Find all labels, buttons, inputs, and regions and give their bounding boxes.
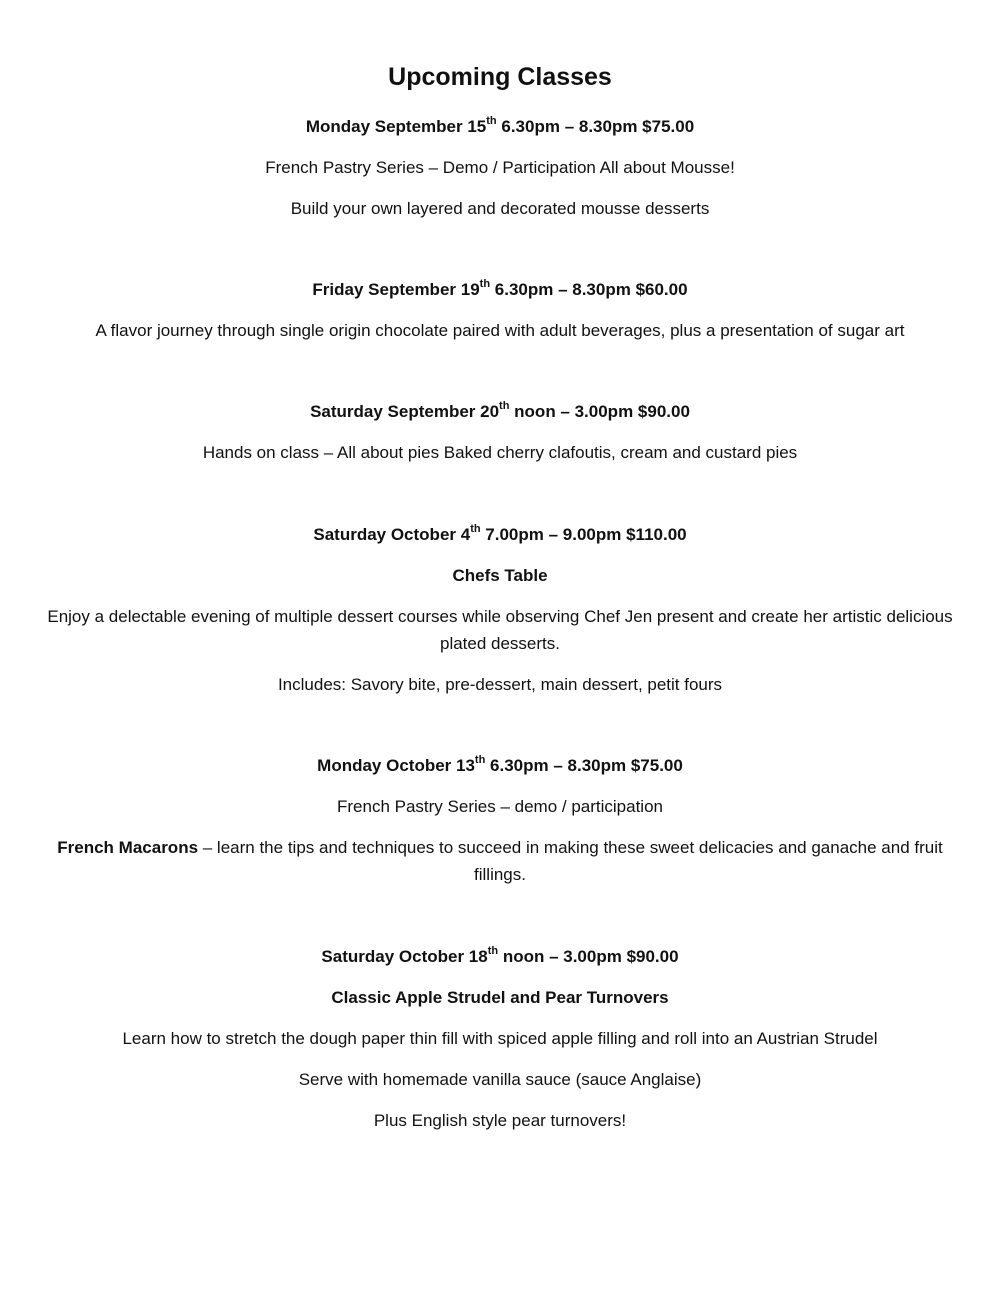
class-time-price: 6.30pm – 8.30pm $75.00 xyxy=(496,117,695,136)
class-description: Enjoy a delectable evening of multiple dessert courses while observing Chef Jen present and create her artistic delicious plated desserts. xyxy=(47,607,953,653)
class-time-price: noon – 3.00pm $90.00 xyxy=(509,402,690,421)
date-ordinal: th xyxy=(470,523,481,536)
class-date: Friday September 19 xyxy=(312,280,480,299)
class-heading xyxy=(40,398,960,425)
class-highlight-description xyxy=(40,834,960,888)
class-heading xyxy=(40,113,960,140)
page-title: Upcoming Classes xyxy=(388,63,612,91)
date-ordinal: th xyxy=(474,754,486,767)
class-subtitle: Classic Apple Strudel and Pear Turnovers xyxy=(331,988,669,1007)
class-time-price: noon – 3.00pm $90.00 xyxy=(498,947,679,966)
date-ordinal: th xyxy=(479,278,491,291)
class-description: A flavor journey through single origin chocolate paired with adult beverages, plus a presentation of sugar art xyxy=(95,321,905,340)
class-description: Includes: Savory bite, pre-dessert, main dessert, petit fours xyxy=(277,675,723,694)
class-time-price: 6.30pm – 8.30pm $75.00 xyxy=(485,756,683,775)
class-description: French Pastry Series – Demo / Participation All about Mousse! xyxy=(265,158,735,177)
class-heading xyxy=(40,276,960,303)
class-description: French Pastry Series – demo / participation xyxy=(337,797,663,816)
class-date: Monday September 15 xyxy=(305,117,487,136)
class-time-price: 7.00pm – 9.00pm $110.00 xyxy=(480,525,687,544)
date-ordinal: th xyxy=(486,115,497,128)
class-subtitle: Chefs Table xyxy=(452,566,548,585)
class-description: Plus English style pear turnovers! xyxy=(373,1111,627,1130)
class-date: Saturday October 4 xyxy=(313,525,471,544)
class-description: Hands on class – All about pies Baked cherry clafoutis, cream and custard pies xyxy=(202,443,798,462)
class-heading xyxy=(40,752,960,779)
class-heading xyxy=(40,521,960,548)
class-description: Serve with homemade vanilla sauce (sauce Anglaise) xyxy=(298,1070,702,1089)
class-description: Learn how to stretch the dough paper thin fill with spiced apple filling and roll into an Austrian Strudel xyxy=(122,1029,878,1048)
class-time-price: 6.30pm – 8.30pm $60.00 xyxy=(490,280,688,299)
class-highlight-text: – learn the tips and techniques to succeed in making these sweet delicacies and ganache and fruit fillings. xyxy=(198,838,943,884)
date-ordinal: th xyxy=(487,945,499,958)
class-date: Monday October 13 xyxy=(317,756,475,775)
class-description: Build your own layered and decorated mousse desserts xyxy=(290,199,710,218)
class-date: Saturday September 20 xyxy=(310,402,500,421)
class-heading xyxy=(40,943,960,970)
date-ordinal: th xyxy=(499,400,510,413)
class-highlight-name: French Macarons xyxy=(57,838,199,857)
class-date: Saturday October 18 xyxy=(321,947,488,966)
